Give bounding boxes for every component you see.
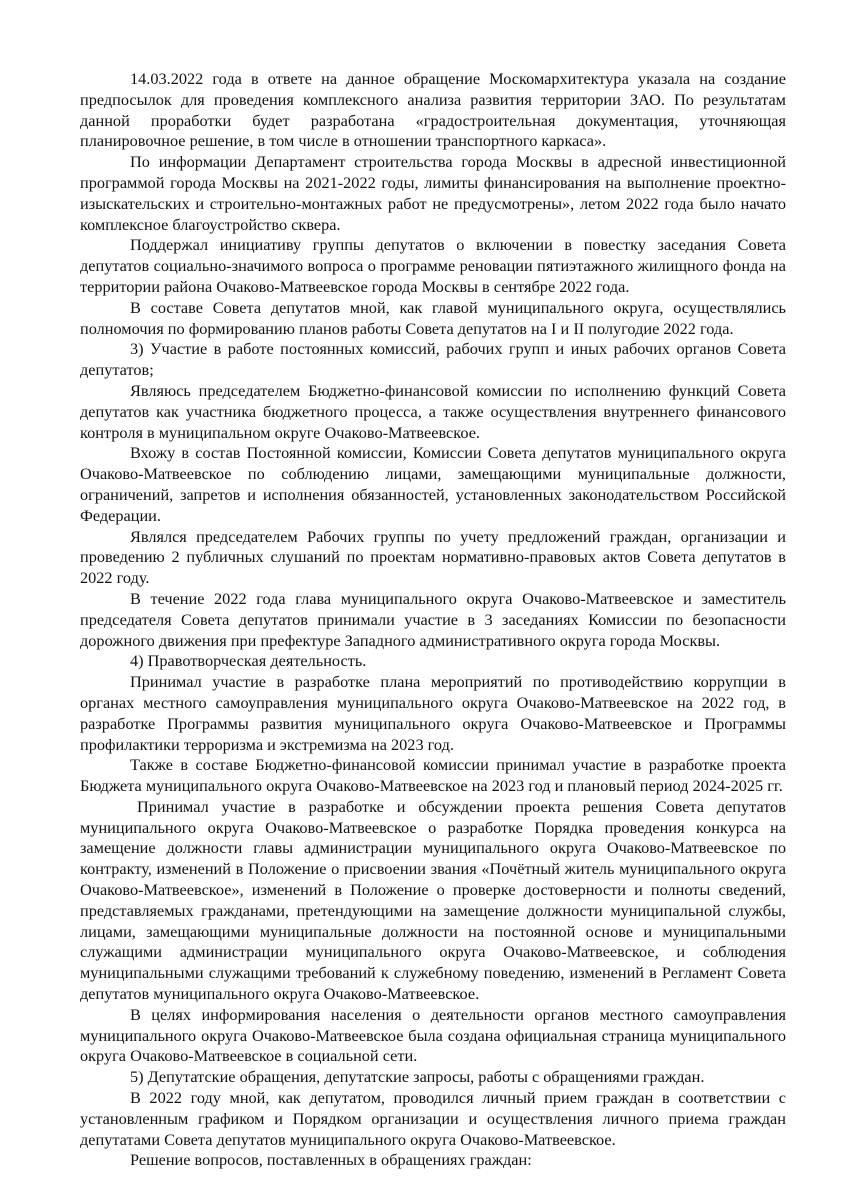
paragraph: Также в составе Бюджетно-финансовой комиссии принимал участие в разработке проекта Бюджета муниципального округа Очаково-Матвеевское на 2023 год и плановый период 2024-2025 гг. [80, 755, 786, 796]
paragraph: 14.03.2022 года в ответе на данное обращение Москомархитектура указала на создание предпосылок для проведения комплексного анализа развития территории ЗАО. По результатам данной проработки будет разработана «градостроительная документация, уточняющая планировочное решение, в том числе в отношении транспортного каркаса». [80, 69, 786, 151]
paragraph: Поддержал инициативу группы депутатов о включении в повестку заседания Совета депутатов социально-значимого вопроса о программе реновации пятиэтажного жилищного фонда на территории района Очаково-Матвеевское города Москвы в сентябре 2022 года. [80, 235, 786, 296]
paragraph: Принимал участие в разработке и обсуждении проекта решения Совета депутатов муниципального округа Очаково-Матвеевское о разработке Порядка проведения конкурса на замещение должности главы администрации муниципального округа Очаково-Матвеевское по контракту, изменений в Положение о присвоении звания «Почётный житель муниципального округа Очаково-Матвеевское», изменений в Положение о проверке достоверности и полноты сведений, представляемых гражданами, претендующими на замещение должности муниципальной службы, лицами, замещающими муниципальные должности на постоянной основе и муниципальными служащими администрации муниципального округа Очаково-Матвеевское, и соблюдения муниципальными служащими требований к служебному поведению, изменений в Регламент Совета депутатов муниципального округа Очаково-Матвеевское. [80, 796, 786, 1004]
paragraph: Решение вопросов, поставленных в обращениях граждан: [130, 1150, 532, 1170]
section-heading: 5) Депутатские обращения, депутатские запросы, работы с обращениями граждан. [130, 1067, 705, 1087]
paragraph: В 2022 году мной, как депутатом, проводился личный прием граждан в соответствии с установленным графиком и Порядком организации и осуществления личного приема граждан депутатами Совета депутатов муниципального округа Очаково-Матвеевское. [80, 1088, 786, 1149]
paragraph: Являюсь председателем Бюджетно-финансовой комиссии по исполнению функций Совета депутатов как участника бюджетного процесса, а также осуществления внутреннего финансового контроля в муниципальном округе Очаково-Матвеевское. [80, 380, 786, 442]
paragraph: Являлся председателем Рабочих группы по учету предложений граждан, организации и проведению 2 публичных слушаний по проектам нормативно-правовых актов Совета депутатов в 2022 году. [80, 526, 786, 588]
paragraph: Принимал участие в разработке плана мероприятий по противодействию коррупции в органах местного самоуправления муниципального округа Очаково-Матвеевское на 2022 год, в разработке Программы развития муниципального округа Очаково-Матвеевское и Программы профилактики терроризма и экстремизма на 2023 год. [80, 672, 786, 754]
paragraph: По информации Департамент строительства города Москвы в адресной инвестиционной программой города Москвы на 2021-2022 годы, лимиты финансирования на выполнение проектно-изыскательских и строительно-монтажных работ не предусмотрены», летом 2022 года было начато комплексное благоустройство сквера. [80, 152, 786, 234]
paragraph: Вхожу в состав Постоянной комиссии, Комиссии Совета депутатов муниципального округа Очаково-Матвеевское по соблюдению лицами, замещающими муниципальные должности, ограничений, запретов и исполнения обязанностей, установленных законодательством Российской Федерации. [80, 443, 786, 525]
paragraph: В течение 2022 года глава муниципального округа Очаково-Матвеевское и заместитель председателя Совета депутатов принимали участие в 3 заседаниях Комиссии по безопасности дорожного движения при префектуре Западного административного округа города Москвы. [80, 588, 786, 650]
paragraph: В составе Совета депутатов мной, как главой муниципального округа, осуществлялись полномочия по формированию планов работы Совета депутатов на I и II полугодие 2022 года. [80, 297, 786, 338]
section-heading: 3) Участие в работе постоянных комиссий, рабочих групп и иных рабочих органов Совета депутатов; [80, 339, 786, 380]
document-page [80, 69, 786, 1171]
paragraph: В целях информирования населения о деятельности органов местного самоуправления муниципального округа Очаково-Матвеевское была создана официальная страница муниципального округа Очаково-Матвеевское в социальной сети. [80, 1004, 786, 1066]
section-heading: 4) Правотворческая деятельность. [130, 651, 367, 671]
